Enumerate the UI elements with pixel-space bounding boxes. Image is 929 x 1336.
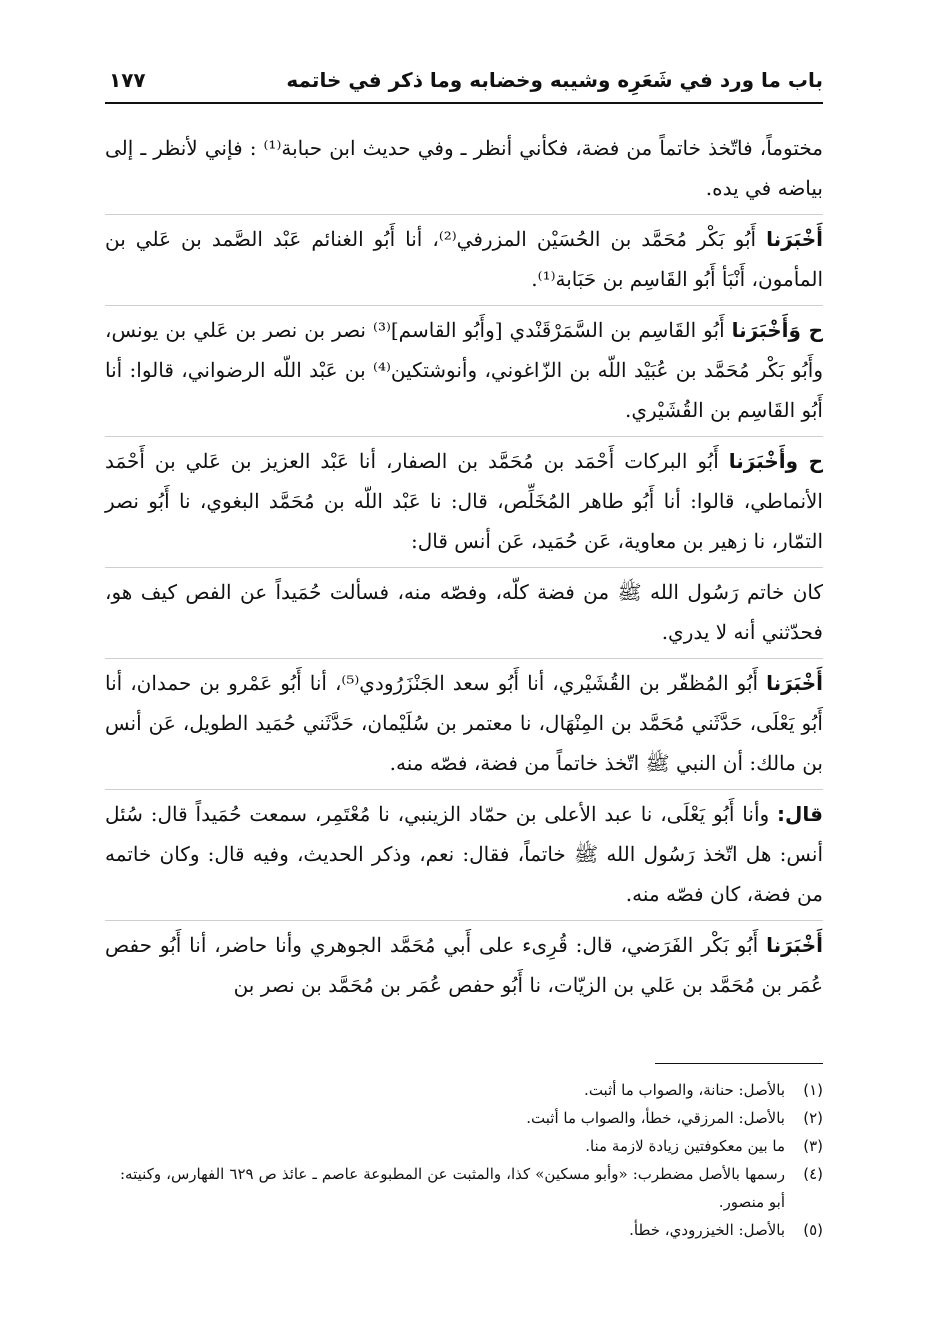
paragraph: [105, 215, 823, 306]
paragraph-text: كان خاتم رَسُول الله ﷺ من فضة كلّه، وفصّه منه، فسألت حُمَيداً عن الفص كيف هو، فحدّثني أنه لا يدري.: [105, 580, 823, 644]
footnote: [120, 1160, 823, 1216]
paragraph: [105, 659, 823, 790]
paragraph-lead: ح وأَخْبَرَنا: [728, 449, 824, 473]
paragraph: [105, 437, 823, 568]
footnote-number: (١): [803, 1081, 823, 1099]
footnote-text: بالأصل: الخيزرودي، خطأ.: [629, 1221, 785, 1239]
footnote: [120, 1132, 823, 1160]
footnotes: [120, 1076, 823, 1244]
paragraph-text: أَبُو المُظفّر بن القُشَيْري، أنا أَبُو سعد الجَنْزَرُودي⁽⁵⁾، أنا أَبُو عَمْرو بن حمدان، أنا أَبُو يَعْلَى، حَدَّثَني مُحَمَّد بن المِنْهَال، نا معتمر بن سُلَيْمان، حَدَّثَني حُمَيد الطويل، عَن أنس بن مالك: أن النبي ﷺ اتّخذ خاتماً من فضة، فصّه منه.: [105, 671, 823, 775]
footnote-text: ما بين معكوفتين زيادة لازمة منا.: [585, 1137, 785, 1155]
paragraph-lead: أَخْبَرَنا: [766, 227, 824, 251]
footnote-number: (٤): [803, 1165, 823, 1183]
page-number: ١٧٧: [109, 68, 146, 92]
paragraph-lead: ح وَأَخْبَرَنا: [731, 318, 824, 342]
paragraph: [105, 124, 823, 215]
paragraph-text: أَبُو القَاسِم بن السَّمَرْقَنْدي [وأَبُو القاسم]⁽³⁾ نصر بن نصر بن عَلي بن يونس، وأَبُو بَكْر مُحَمَّد بن عُبَيْد اللّه بن الزّاغوني، وأنوشتكين⁽⁴⁾ بن عَبْد اللّه الرضواني، قالوا: أنا أَبُو القَاسِم بن القُشَيْري.: [105, 318, 823, 422]
paragraph: [105, 790, 823, 921]
paragraph-lead: أَخْبَرَنا: [766, 933, 823, 957]
paragraph-lead: قال:: [777, 802, 823, 826]
paragraph: [105, 568, 823, 659]
footnote-text: بالأصل: المرزقي، خطأ، والصواب ما أثبت.: [526, 1109, 785, 1127]
paragraph-text: أَبُو بَكْر مُحَمَّد بن الحُسَيْن المزرفي⁽²⁾، أنا أَبُو الغنائم عَبْد الصَّمد بن عَلي بن المأمون، أَنْبَأ أَبُو القَاسِم بن حَبَابة⁽¹⁾.: [105, 227, 823, 291]
footnote: [120, 1104, 823, 1132]
footnote-number: (٥): [803, 1221, 823, 1239]
footnote: [120, 1076, 823, 1104]
paragraph-text: مختوماً، فاتّخذ خاتماً من فضة، فكأني أنظر ـ وفي حديث ابن حبابة⁽¹⁾ : فإني لأنظر ـ إلى بياضه في يده.: [105, 136, 824, 200]
footnote-number: (٣): [803, 1137, 823, 1155]
page-header: [105, 62, 823, 104]
footnote-text: رسمها بالأصل مضطرب: «وأبو مسكين» كذا، والمثبت عن المطبوعة عاصم ـ عائذ ص ٦٢٩ الفهارس، وكنيته: أبو منصور.: [120, 1165, 785, 1211]
paragraph-text: أَبُو البركات أَحْمَد بن مُحَمَّد بن الصفار، أنا عَبْد العزيز بن عَلي بن أَحْمَد الأنماطي، قالوا: أنا أَبُو طاهر المُخَلِّص، قال: نا عَبْد اللّه بن مُحَمَّد البغوي، نا أَبُو نصر التمّار، نا زهير بن معاوية، عَن حُمَيد، عَن أنس قال:: [105, 449, 823, 553]
running-title: باب ما ورد في شَعَرِه وشيبه وخضابه وما ذكر في خاتمه: [286, 68, 823, 92]
paragraph: [105, 921, 823, 1011]
paragraph-text: أَبُو بَكْر الفَرَضي، قال: قُرِىء على أَبي مُحَمَّد الجوهري وأنا حاضر، أنا أَبُو حفص عُمَر بن مُحَمَّد بن عَلي بن الزيّات، نا أَبُو حفص عُمَر بن مُحَمَّد بن نصر بن: [105, 933, 823, 997]
footnote-separator: [655, 1063, 823, 1064]
main-text: [105, 124, 823, 1011]
footnote: [120, 1216, 823, 1244]
footnote-text: بالأصل: حنانة، والصواب ما أثبت.: [584, 1081, 785, 1099]
paragraph-lead: أَخْبَرَنا: [766, 671, 823, 695]
footnote-number: (٢): [803, 1109, 823, 1127]
paragraph-text: وأنا أَبُو يَعْلَى، نا عبد الأعلى بن حمّاد الزينبي، نا مُعْتَمِر، سمعت حُمَيداً قال: سُئل أنس: هل اتّخذ رَسُول الله ﷺ خاتماً، فقال: نعم، وذكر الحديث، وفيه قال: وكان خاتمه من فضة، كان فصّه منه.: [105, 802, 823, 906]
paragraph: [105, 306, 823, 437]
